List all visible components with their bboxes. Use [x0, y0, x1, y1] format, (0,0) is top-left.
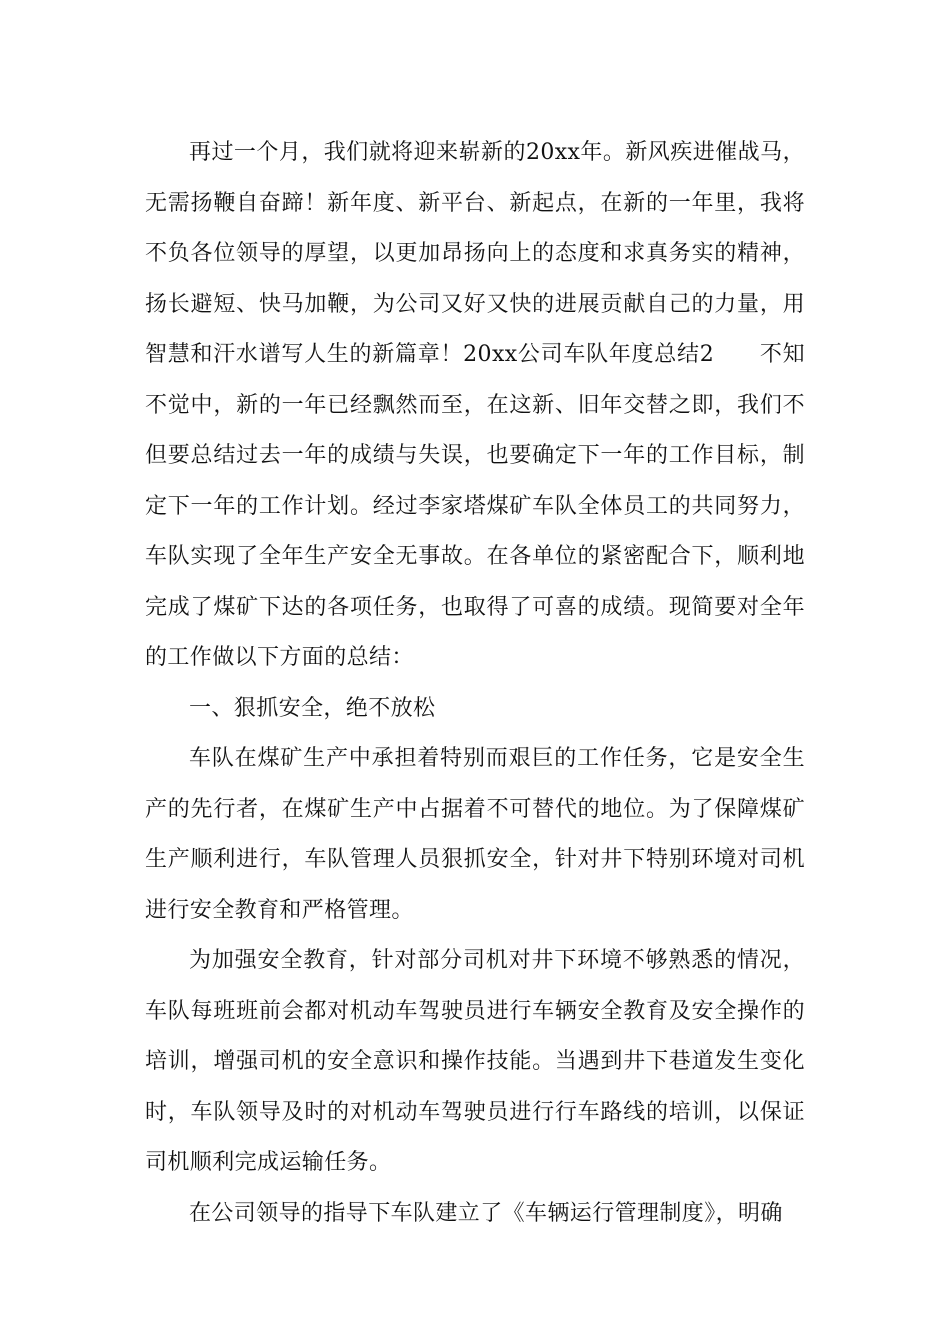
paragraph-intro: 再过一个月，我们就将迎来崭新的20xx年。新风疾进催战马，无需扬鞭自奋蹄！新年度、新平台、新起点，在新的一年里，我将不负各位领导的厚望，以更加昂扬向上的态度和求真务实的精神，扬长避短、快马加鞭，为公司又好又快的进展贡献自己的力量，用智慧和汗水谱写人生的新篇章！20xx公司车队年度总结2 不知不觉中，新的一年已经飘然而至，在这新、旧年交替之即，我们不但要总结过去一年的成绩与失误，也要确定下一年的工作目标，制定下一年的工作计划。经过李家塔煤矿车队全体员工的共同努力，车队实现了全年生产安全无事故。在各单位的紧密配合下，顺利地完成了煤矿下达的各项任务，也取得了可喜的成绩。现简要对全年的工作做以下方面的总结： [145, 140, 805, 670]
paragraph-management-system: 在公司领导的指导下车队建立了《车辆运行管理制度》，明确 [189, 1200, 783, 1226]
paragraph-safety-education: 为加强安全教育，针对部分司机对井下环境不够熟悉的情况，车队每班班前会都对机动车驾驶员进行车辆安全教育及安全操作的培训，增强司机的安全意识和操作技能。当遇到井下巷道发生变化时，车队领导及时的对机动车驾驶员进行行车路线的培训，以保证司机顺利完成运输任务。 [145, 948, 805, 1175]
section-heading-safety: 一、狠抓安全，绝不放松 [189, 695, 436, 721]
document-body [145, 128, 805, 1239]
paragraph-safety-role: 车队在煤矿生产中承担着特别而艰巨的工作任务，它是安全生产的先行者，在煤矿生产中占据着不可替代的地位。为了保障煤矿生产顺利进行，车队管理人员狠抓安全，针对井下特别环境对司机进行安全教育和严格管理。 [145, 746, 805, 923]
